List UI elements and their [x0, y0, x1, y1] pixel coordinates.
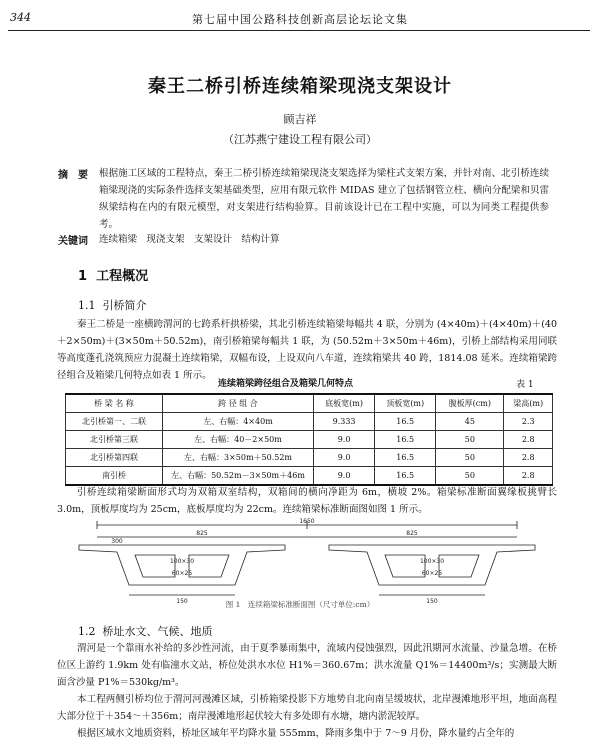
table-cell: 左、右幅：50.52m－3×50m＋46m — [163, 467, 314, 486]
table-cell: 50 — [436, 467, 504, 486]
section-number: 1 — [78, 269, 88, 284]
table-cell: 2.8 — [504, 467, 553, 486]
subsection-heading-1-1 — [78, 297, 147, 313]
subsection-number: 1.2 — [78, 625, 96, 638]
table-header-cell: 顶板宽(m) — [375, 394, 436, 413]
table-cell: 9.0 — [314, 431, 375, 449]
subsection-number: 1.1 — [78, 299, 96, 312]
abstract-label: 摘 要 — [58, 170, 88, 181]
table-cell: 9.0 — [314, 467, 375, 486]
paragraph-hydrology: 渭河是一个靠雨水补给的多沙性河流，由于夏季暴雨集中，流域内侵蚀强烈，因此汛期河水流量、沙量急增。在桥位区上游约 1.9km 处有临潼水文站，桥位处洪水水位 H1%＝360.67m；洪水流量 Q1%＝14400m³/s；实测最大断面含沙量 P1%＝530kg/m³。 — [57, 643, 557, 688]
table-header-cell: 梁高(m) — [504, 394, 553, 413]
table-cell: 北引桥第一、二联 — [66, 413, 163, 431]
table-cell: 北引桥第三联 — [66, 431, 163, 449]
paragraph-intro: 秦王二桥是一座横跨渭河的七跨系杆拱桥梁，其北引桥连续箱梁每幅共 4 联，分别为 (4×40m)＋(4×40m)＋(40＋2×50m)＋(3×50m＋50.52m)，南引桥箱梁每幅共 1 联，为 (50.52m＋3×50m＋46m)，引桥上部结构采用同联等高度蓬孔浇筑预应力混凝土连续箱梁，双幅布设，上设双向八车道，连续箱梁共 40 跨，1814.08 延米。连续箱梁跨径组合及箱梁几何特点如表 1 所示。 — [57, 319, 557, 381]
dim-right-half: 825 — [406, 530, 418, 537]
table-row — [66, 413, 553, 431]
table-cell: 2.8 — [504, 431, 553, 449]
table-row — [66, 449, 553, 467]
table-cell: 2.3 — [504, 413, 553, 431]
header-rule — [8, 30, 590, 31]
table-cell: 左、右幅：3×50m＋50.52m — [163, 449, 314, 467]
table-header-cell: 桥 梁 名 称 — [66, 394, 163, 413]
dim-web-box: 100×30 — [169, 558, 195, 565]
table-header-row — [66, 394, 553, 413]
table-cell: 南引桥 — [66, 467, 163, 486]
paragraph-climate: 根据区域水文地质资料，桥址区域年平均降水量 555mm，降雨多集中于 7～9 月份，降水量约占全年的 — [77, 728, 515, 739]
dim-bottom-right: 150 — [426, 598, 438, 605]
section-heading-1 — [78, 265, 148, 284]
dim-chamfer: 60×25 — [171, 570, 193, 577]
dim-web-box-right: 100×30 — [419, 558, 445, 565]
table-cell: 左、右幅：40－2×50m — [163, 431, 314, 449]
table-cell: 9.0 — [314, 449, 375, 467]
table-header-cell: 跨 径 组 合 — [163, 394, 314, 413]
dim-left-half: 825 — [196, 530, 208, 537]
section-title: 工程概况 — [96, 269, 149, 284]
table-cell: 45 — [436, 413, 504, 431]
subsection-heading-1-2 — [78, 623, 213, 639]
left-cell-2 — [189, 555, 229, 577]
table-number: 表 1 — [516, 380, 534, 390]
left-box-girder — [79, 545, 285, 585]
abstract-text: 根据施工区域的工程特点，秦王二桥引桥连续箱梁现浇支架选择为梁柱式支架方案，并针对南、北引桥连续箱梁现浇的实际条件选择支架基础类型，应用有限元软件 MIDAS 建立了包括钢管立柱、横向分配梁和贝雷纵梁结构在内的有限元模型，对支架进行结构验算。目前该设计已在工程中实施，可以为同类工程提供参考。 — [99, 168, 549, 230]
table-row — [66, 467, 553, 486]
dim-flange: 300 — [111, 538, 123, 545]
table-header-cell: 腹板厚(cm) — [436, 394, 504, 413]
table-row — [66, 431, 553, 449]
table-caption: 连续箱梁跨径组合及箱梁几何特点 — [218, 379, 354, 389]
author-name: 顾吉祥 — [283, 113, 317, 126]
keywords-text: 连续箱梁 现浇支架 支架设计 结构计算 — [99, 234, 280, 245]
subsection-title: 引桥简介 — [102, 299, 147, 312]
right-cell-2 — [439, 555, 479, 577]
table-cell: 50 — [436, 431, 504, 449]
table-cell: 16.5 — [375, 467, 436, 486]
table-cell: 9.333 — [314, 413, 375, 431]
dim-bottom: 150 — [176, 598, 188, 605]
table-cell: 16.5 — [375, 413, 436, 431]
paper-title: 秦王二桥引桥连续箱梁现浇支架设计 — [148, 76, 452, 97]
subsection-title: 桥址水文、气候、地质 — [102, 625, 213, 638]
box-girder-section-figure — [57, 515, 557, 605]
figure-caption: 图 1 连续箱梁标准断面图（尺寸单位:cm） — [225, 600, 375, 609]
right-box-girder — [329, 545, 535, 585]
running-header — [0, 8, 600, 30]
page-number: 344 — [10, 11, 31, 24]
affiliation: （江苏燕宁建设工程有限公司） — [223, 133, 377, 146]
dim-total: 1650 — [299, 518, 315, 525]
paragraph-terrain: 本工程两侧引桥均位于渭河河漫滩区域，引桥箱梁投影下方地势自北向南呈缓坡状，北岸漫滩地形平坦，地面高程大部分位于＋354～＋356m；南岸漫滩地形起伏较大有多处即有水塘，塘内淤泥较厚。 — [57, 694, 557, 722]
table-cell: 2.8 — [504, 449, 553, 467]
keywords-label: 关键词 — [58, 236, 88, 247]
table-cell: 左、右幅：4×40m — [163, 413, 314, 431]
journal-title: 第七届中国公路科技创新高层论坛论文集 — [192, 13, 408, 26]
table-cell: 50 — [436, 449, 504, 467]
table-cell: 16.5 — [375, 449, 436, 467]
table-cell: 16.5 — [375, 431, 436, 449]
span-table — [65, 393, 553, 486]
dim-chamfer-right: 60×25 — [421, 570, 443, 577]
table-header-cell: 底板宽(m) — [314, 394, 375, 413]
paragraph-section-form: 引桥连续箱梁断面形式均为双箱双室结构，双箱间的横向净距为 6m，横坡 2%。箱梁标准断面翼缘板挑臂长 3.0m，顶板厚度均为 25cm，底板厚度均为 22cm。连续箱梁标准断面图如图 1 所示。 — [57, 487, 557, 515]
table-cell: 北引桥第四联 — [66, 449, 163, 467]
